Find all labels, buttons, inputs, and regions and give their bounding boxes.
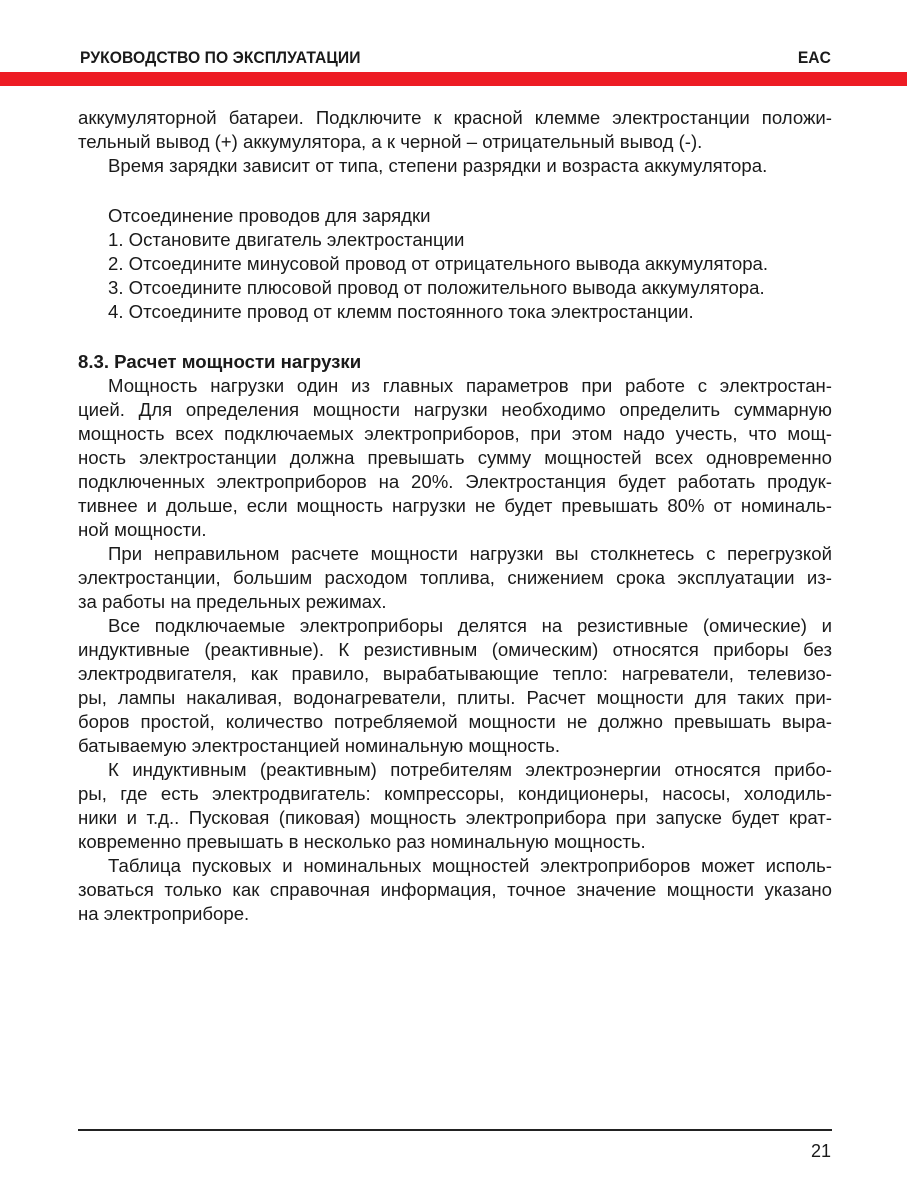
- text-line: мощность всех подключаемых электроприборов, при этом надо учесть, что мощ-: [78, 423, 832, 444]
- text-line: ность электростанции должна превышать сумму мощностей всех одновременно: [78, 447, 832, 468]
- text-line: ры, лампы накаливая, водонагреватели, плиты. Расчет мощности для таких при-: [78, 687, 832, 708]
- text-line: 2. Отсоедините минусовой провод от отрицательного вывода аккумулятора.: [108, 253, 769, 274]
- text-line: боров простой, количество потребляемой мощности не должно превышать выра-: [78, 711, 832, 732]
- text-line: Отсоединение проводов для зарядки: [108, 205, 431, 226]
- text-line: 3. Отсоедините плюсовой провод от положительного вывода аккумулятора.: [108, 277, 765, 298]
- header-title: РУКОВОДСТВО ПО ЭКСПЛУАТАЦИИ: [80, 48, 361, 67]
- text-line: электростанции, большим расходом топлива, снижением срока эксплуатации из-: [78, 567, 832, 588]
- text-line: ры, где есть электродвигатель: компрессоры, кондиционеры, насосы, холодиль-: [78, 783, 832, 804]
- section-heading: 8.3. Расчет мощности нагрузки: [78, 351, 362, 372]
- text-line: на электроприборе.: [78, 903, 250, 924]
- footer-divider: [78, 1129, 832, 1131]
- spacer: [78, 178, 832, 204]
- text-line: Время зарядки зависит от типа, степени разрядки и возраста аккумулятора.: [108, 155, 768, 176]
- text-line: ковременно превышать в несколько раз номинальную мощность.: [78, 831, 646, 852]
- text-line: К индуктивным (реактивным) потребителям электроэнергии относятся прибо-: [108, 759, 832, 780]
- text-line: электродвигателя, как правило, вырабатывающие тепло: нагреватели, телевизо-: [78, 663, 832, 684]
- text-line: за работы на предельных режимах.: [78, 591, 387, 612]
- text-line: 1. Остановите двигатель электростанции: [108, 229, 465, 250]
- text-line: цией. Для определения мощности нагрузки необходимо определить суммарную: [78, 399, 832, 420]
- text-line: Мощность нагрузки один из главных параметров при работе с электростан-: [108, 375, 832, 396]
- spacer: [78, 324, 832, 350]
- text-line: Таблица пусковых и номинальных мощностей электроприборов может исполь-: [108, 855, 832, 876]
- text-line: тивнее и дольше, если мощность нагрузки не будет превышать 80% от номиналь-: [78, 495, 832, 516]
- text-line: индуктивные (реактивные). К резистивным (омическим) относятся приборы без: [78, 639, 832, 660]
- header-red-bar: [0, 72, 907, 86]
- text-line: аккумуляторной батареи. Подключите к красной клемме электростанции положи-: [78, 107, 832, 128]
- text-line: При неправильном расчете мощности нагрузки вы столкнетесь с перегрузкой: [108, 543, 832, 564]
- text-line: ной мощности.: [78, 519, 207, 540]
- text-line: батываемую электростанцией номинальную мощность.: [78, 735, 561, 756]
- text-line: подключенных электроприборов на 20%. Электростанция будет работать продук-: [78, 471, 832, 492]
- text-line: Все подключаемые электроприборы делятся на резистивные (омические) и: [108, 615, 832, 636]
- eac-mark: EAC: [797, 48, 831, 67]
- text-line: тельный вывод (+) аккумулятора, а к черной – отрицательный вывод (-).: [78, 131, 703, 152]
- page-number: 21: [810, 1141, 831, 1161]
- text-line: ники и т.д.. Пусковая (пиковая) мощность электроприбора при запуске будет крат-: [78, 807, 832, 828]
- text-line: зоваться только как справочная информация, точное значение мощности указано: [78, 879, 832, 900]
- page-content: [78, 106, 832, 926]
- text-line: 4. Отсоедините провод от клемм постоянного тока электростанции.: [108, 301, 694, 322]
